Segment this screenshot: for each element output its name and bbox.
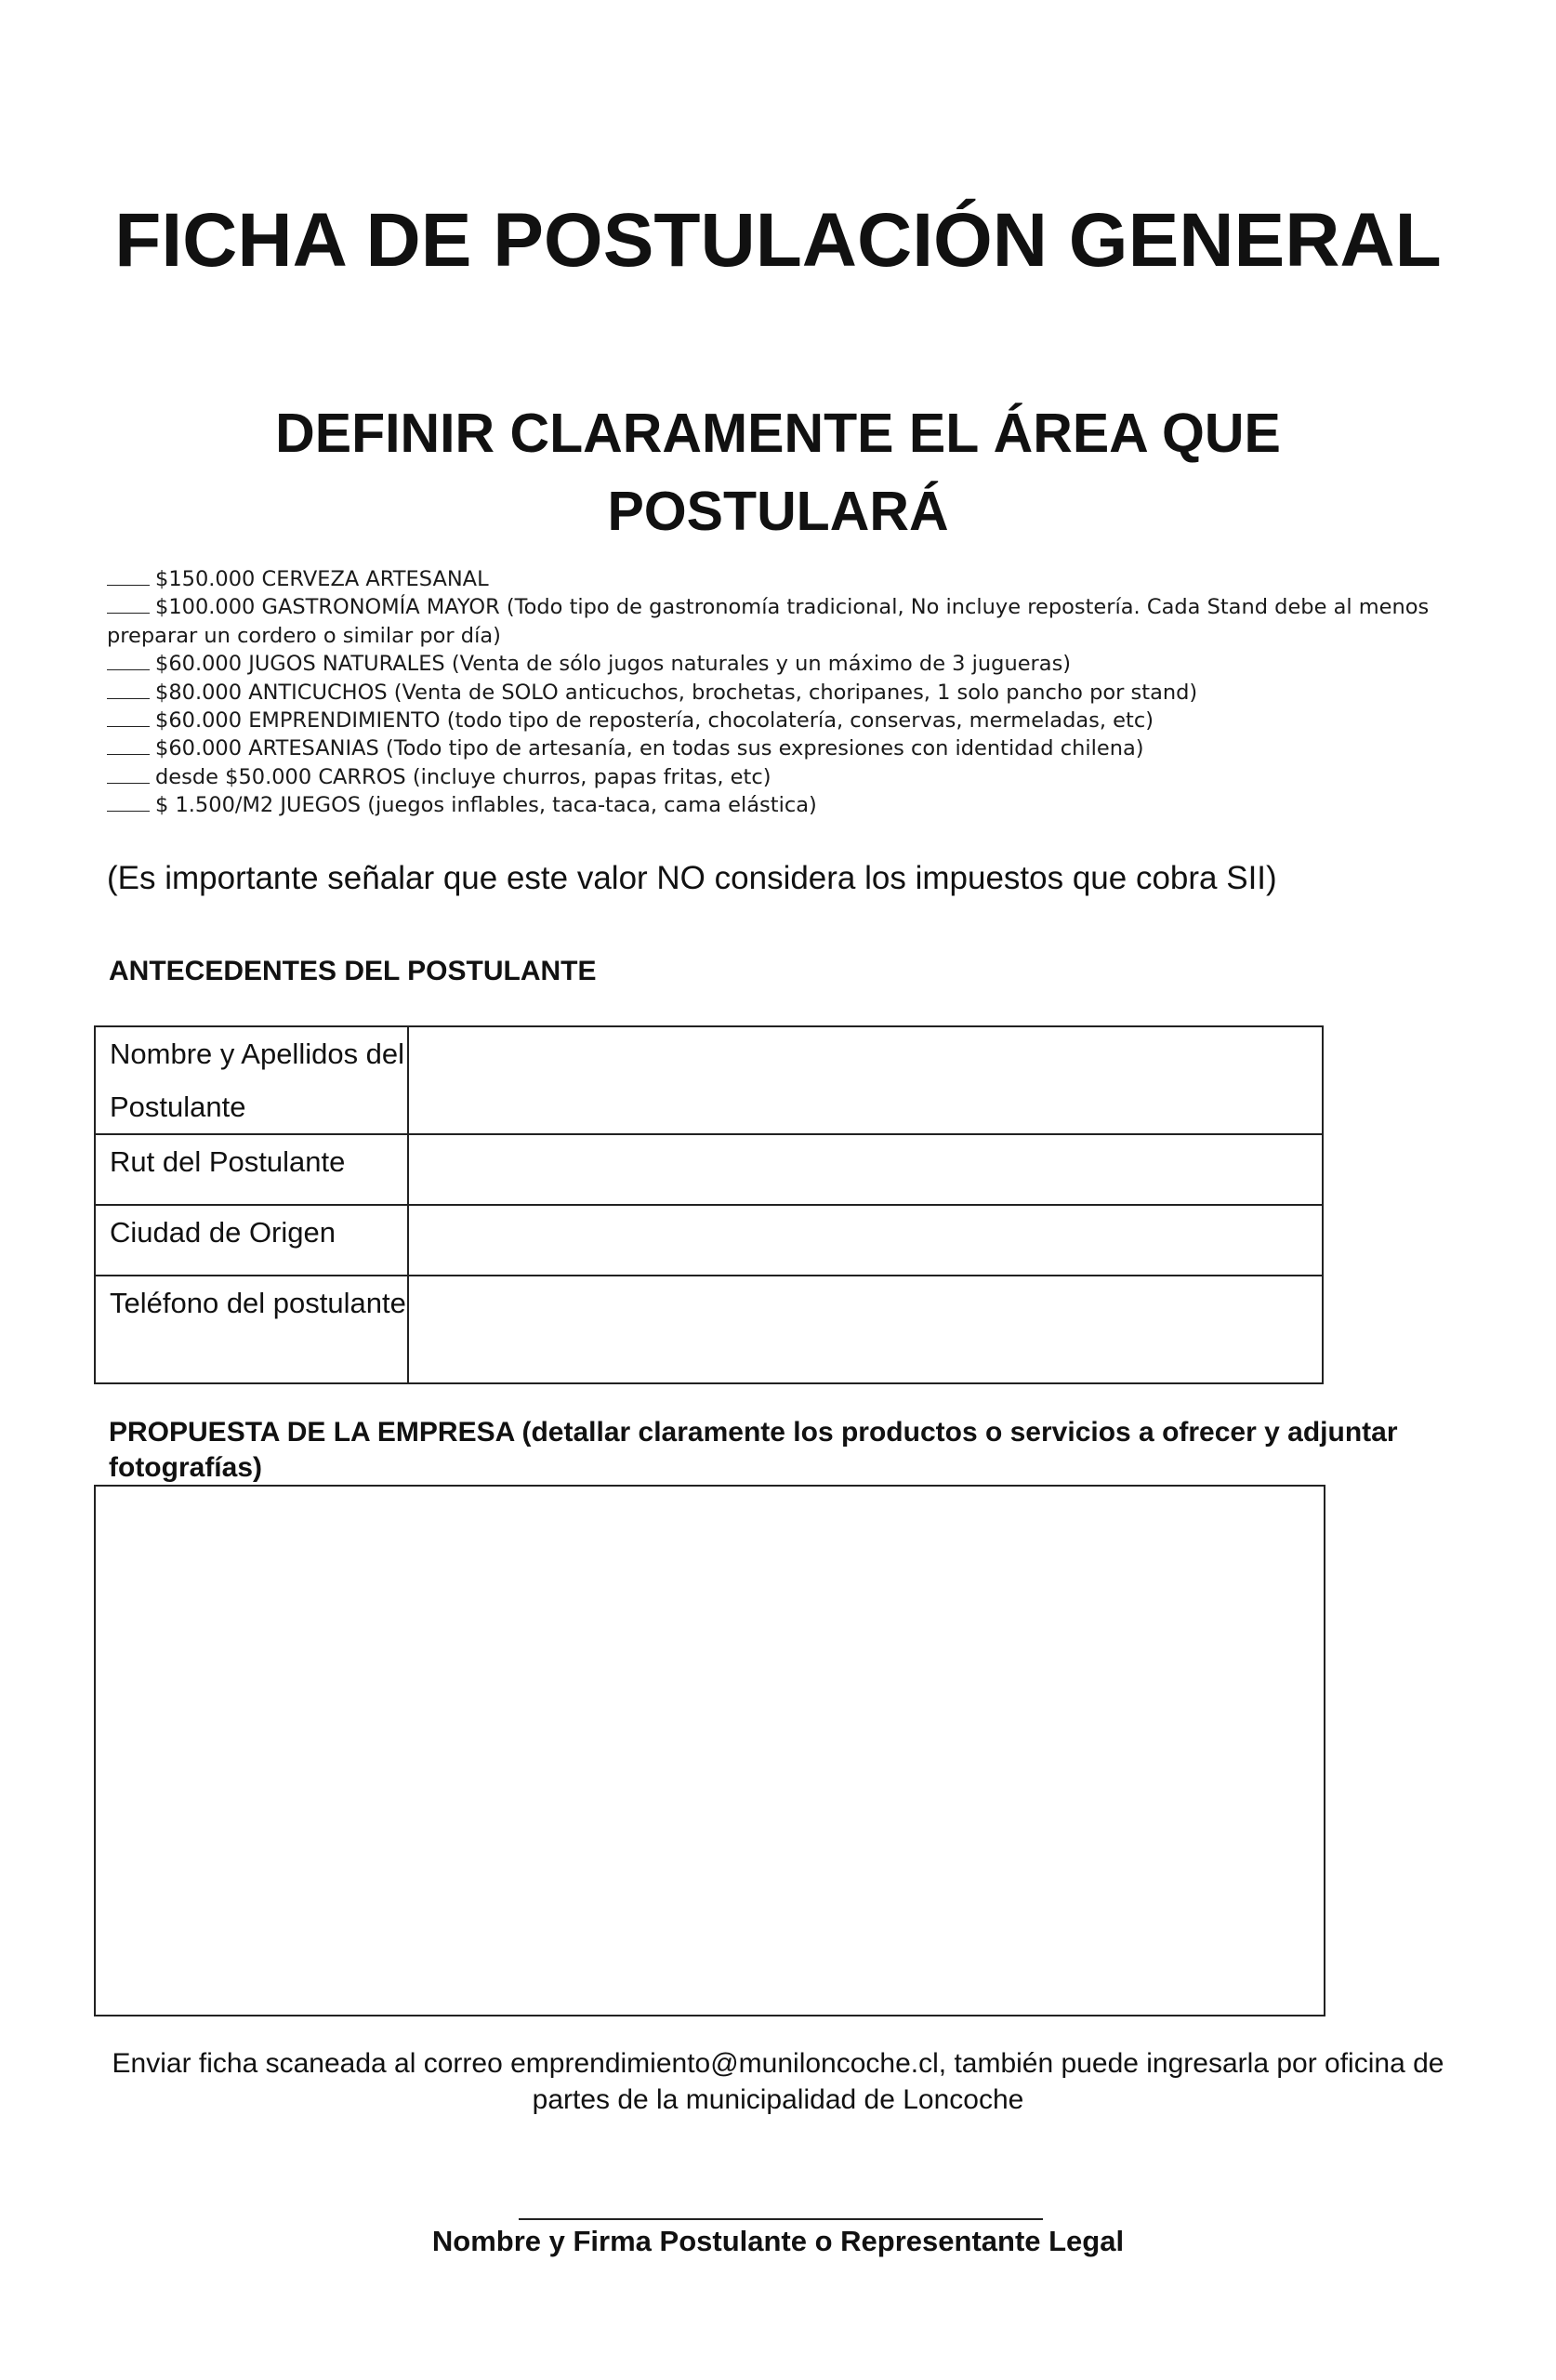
tax-note: (Es importante señalar que este valor NO considera los impuestos que cobra SII) bbox=[107, 860, 1277, 896]
area-option[interactable]: $60.000 JUGOS NATURALES (Venta de sólo jugos naturales y un máximo de 3 jugueras) bbox=[107, 650, 1464, 678]
applicant-section-heading: ANTECEDENTES DEL POSTULANTE bbox=[109, 956, 597, 986]
signature-line[interactable] bbox=[519, 2218, 1043, 2220]
applicant-rut-label: Rut del Postulante bbox=[95, 1134, 408, 1205]
checkbox-blank-line[interactable] bbox=[107, 566, 150, 586]
checkbox-blank-line[interactable] bbox=[107, 707, 150, 727]
applicant-table bbox=[94, 1025, 1324, 1384]
area-option[interactable]: $60.000 EMPRENDIMIENTO (todo tipo de repostería, chocolatería, conservas, mermeladas, etc) bbox=[107, 707, 1464, 734]
checkbox-blank-line[interactable] bbox=[107, 680, 150, 699]
proposal-heading: PROPUESTA DE LA EMPRESA (detallar claramente los productos o servicios a ofrecer y adjuntar fotografías) bbox=[109, 1417, 1398, 1483]
form-title: FICHA DE POSTULACIÓN GENERAL bbox=[114, 198, 1442, 283]
table-row bbox=[95, 1276, 1323, 1383]
checkbox-blank-line[interactable] bbox=[107, 651, 150, 670]
submission-instructions: Enviar ficha scaneada al correo emprendimiento@muniloncoche.cl, también puede ingresarla por oficina de partes de la municipalidad de Loncoche bbox=[112, 2048, 1444, 2115]
area-option[interactable]: $80.000 ANTICUCHOS (Venta de SOLO anticuchos, brochetas, choripanes, 1 solo pancho por stand) bbox=[107, 679, 1464, 707]
checkbox-blank-line[interactable] bbox=[107, 792, 150, 812]
proposal-text-area[interactable] bbox=[94, 1485, 1325, 2016]
area-option[interactable]: $ 1.500/M2 JUEGOS (juegos inflables, taca-taca, cama elástica) bbox=[107, 791, 1464, 819]
area-option[interactable]: $100.000 GASTRONOMÍA MAYOR (Todo tipo de gastronomía tradicional, No incluye repostería. Cada Stand debe al menos preparar un cordero o similar por día) bbox=[107, 595, 1430, 648]
table-row bbox=[95, 1205, 1323, 1276]
area-options-list bbox=[107, 565, 1464, 820]
checkbox-blank-line[interactable] bbox=[107, 764, 150, 784]
signature-label: Nombre y Firma Postulante o Representante Legal bbox=[431, 2225, 1125, 2257]
applicant-name-field[interactable] bbox=[408, 1026, 1323, 1134]
checkbox-blank-line[interactable] bbox=[107, 735, 150, 755]
area-option[interactable]: desde $50.000 CARROS (incluye churros, papas fritas, etc) bbox=[107, 763, 1464, 791]
table-row bbox=[95, 1134, 1323, 1205]
area-option[interactable]: $60.000 ARTESANIAS (Todo tipo de artesanía, en todas sus expresiones con identidad chilena) bbox=[107, 734, 1464, 762]
origin-city-field[interactable] bbox=[408, 1205, 1323, 1276]
form-subtitle: DEFINIR CLARAMENTE EL ÁREA QUE POSTULARÁ bbox=[275, 403, 1281, 542]
origin-city-label: Ciudad de Origen bbox=[95, 1205, 408, 1276]
checkbox-blank-line[interactable] bbox=[107, 594, 150, 614]
table-row bbox=[95, 1026, 1323, 1134]
applicant-rut-field[interactable] bbox=[408, 1134, 1323, 1205]
phone-field[interactable] bbox=[408, 1276, 1323, 1383]
phone-label: Teléfono del postulante bbox=[95, 1276, 408, 1383]
applicant-name-label: Nombre y Apellidos del Postulante bbox=[95, 1026, 408, 1134]
area-option[interactable]: $150.000 CERVEZA ARTESANAL bbox=[107, 565, 1464, 593]
